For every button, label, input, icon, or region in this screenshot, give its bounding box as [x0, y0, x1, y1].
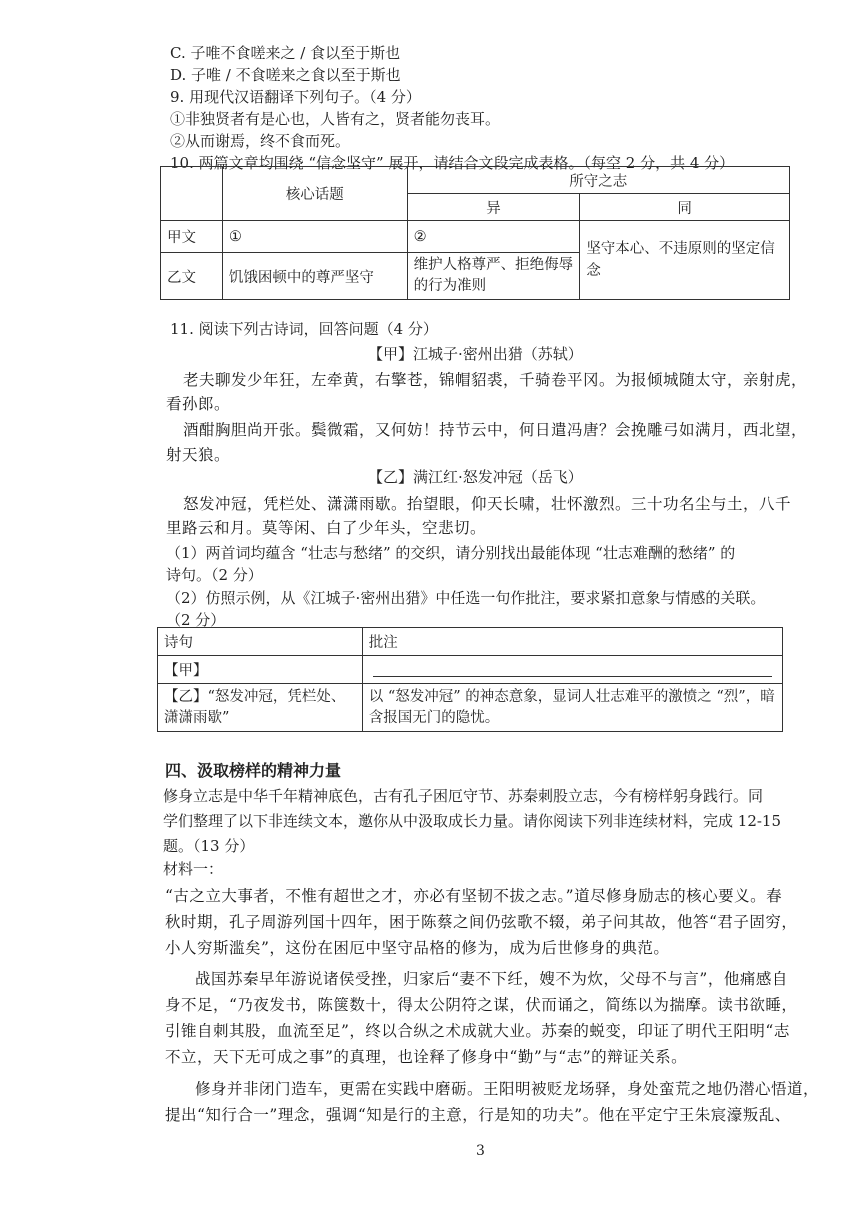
question-9: 9. 用现代汉语翻译下列句子。（4 分） — [170, 88, 421, 106]
poem-jia-line-1: 老夫聊发少年狂，左牵黄，右擎苍，锦帽貂裘，千骑卷平冈。为报倾城随太守，亲射虎， — [183, 371, 808, 389]
row-yi-annotation: 以 “怒发冲冠” 的神态意象，显词人壮志难平的激愤之 “烈”，暗含报国无门的隐忧。 — [362, 684, 782, 732]
intro-line-3: 题。（13 分） — [163, 837, 255, 855]
material-1-p2-line-3: 引锥自刺其股，血流至足”，终以合纵之术成就大业。苏秦的蜕变，印证了明代王阳明“志 — [165, 1022, 790, 1040]
material-1-p1-line-3: 小人穷斯滥矣”，这份在困厄中坚守品格的修为，成为后世修身的典范。 — [165, 939, 670, 957]
subquestion-1-line-1: （1）两首词均蕴含 “壮志与愁绪” 的交织，请分别找出最能体现 “壮志难酬的愁绪” 的 — [166, 544, 736, 562]
header-same: 同 — [580, 194, 790, 221]
belief-table — [160, 166, 790, 300]
table-corner — [161, 167, 223, 221]
option-c: C. 子唯不食嗟来之 / 食以至于斯也 — [170, 44, 401, 62]
material-1-p3-line-2: 提出“知行合一”理念，强调“知是行的主意，行是知的功夫”。他在平定宁王朱宸濠叛乱、 — [165, 1106, 791, 1124]
page-number: 3 — [476, 1143, 485, 1159]
option-d: D. 子唯 / 不食嗟来之食以至于斯也 — [170, 66, 401, 84]
row-jia-label: 甲文 — [161, 221, 223, 253]
header-different: 异 — [407, 194, 580, 221]
poem-yi-title: 【乙】满江红·怒发冲冠（岳飞） — [368, 468, 583, 486]
material-1-p3-line-1: 修身并非闭门造车，更需在实践中磨砺。王阳明被贬龙场驿，身处蛮荒之地仍潜心悟道， — [195, 1080, 820, 1098]
row-jia-topic: ① — [222, 221, 407, 253]
question-11: 11. 阅读下列古诗词，回答问题（4 分） — [170, 320, 438, 338]
poem-jia-title: 【甲】江城子·密州出猎（苏轼） — [368, 345, 583, 363]
subquestion-1-line-2: 诗句。（2 分） — [166, 566, 263, 584]
poem-jia-line-3: 酒酣胸胆尚开张。鬓微霜，又何妨！持节云中，何日遣冯唐？会挽雕弓如满月，西北望， — [183, 421, 808, 439]
material-1-p1-line-2: 秋时期，孔子周游列国十四年，困于陈蔡之间仍弦歌不辍，弟子问其故，他答“君子固穷， — [165, 913, 798, 931]
question-9-sentence-2: ②从而谢焉，终不食而死。 — [170, 132, 351, 150]
poem-yi-line-2: 里路云和月。莫等闲、白了少年头，空悲切。 — [166, 519, 487, 537]
poem-yi-line-1: 怒发冲冠，凭栏处、潇潇雨歇。抬望眼，仰天长啸，壮怀激烈。三十功名尘与土，八千 — [183, 495, 792, 513]
header-annotation: 批注 — [362, 628, 782, 656]
row-yi-diff: 维护人格尊严、拒绝侮辱的行为准则 — [407, 253, 580, 300]
material-1-p2-line-4: 不立，天下无可成之事”的真理，也诠释了修身中“勤”与“志”的辩证关系。 — [165, 1048, 688, 1066]
question-9-sentence-1: ①非独贤者有是心也，人皆有之，贤者能勿丧耳。 — [170, 110, 501, 128]
poem-jia-line-2: 看孙郎。 — [166, 395, 231, 413]
intro-line-2: 学们整理了以下非连续文本，邀你从中汲取成长力量。请你阅读下列非连续材料，完成 12-15 — [163, 812, 782, 830]
material-1-label: 材料一： — [163, 860, 224, 878]
header-topic: 核心话题 — [222, 167, 407, 221]
row-yi-poem-line: 【乙】“怒发冲冠，凭栏处、潇潇雨歇” — [158, 684, 363, 732]
question-10: 10. 两篇文章均围绕 “信念坚守” 展开，请结合文段完成表格。（每空 2 分，共 4 分） — [170, 154, 735, 172]
material-1-p1-line-1: “古之立大事者，不惟有超世之才，亦必有坚韧不拔之志。”道尽修身励志的核心要义。春 — [165, 887, 783, 905]
intro-line-1: 修身立志是中华千年精神底色，古有孔子困厄守节、苏秦刺股立志，今有榜样躬身践行。同 — [163, 787, 764, 805]
row-yi-label: 乙文 — [161, 253, 223, 300]
subquestion-2-line-2: （2 分） — [166, 611, 226, 629]
annotation-table — [157, 627, 783, 732]
row-yi-topic: 饥饿困顿中的尊严坚守 — [222, 253, 407, 300]
subquestion-2-line-1: （2）仿照示例，从《江城子·密州出猎》中任选一句作批注，要求紧扣意象与情感的关联。 — [166, 589, 766, 607]
row-jia-diff: ② — [407, 221, 580, 253]
material-1-p2-line-1: 战国苏秦早年游说诸侯受挫，归家后“妻不下纴，嫂不为炊，父母不与言”，他痛感自 — [195, 970, 788, 988]
header-will: 所守之志 — [407, 167, 789, 194]
answer-line — [373, 676, 772, 677]
poem-jia-line-4: 射天狼。 — [166, 446, 231, 464]
section-heading: 四、汲取榜样的精神力量 — [165, 761, 342, 780]
shared-same-cell: 坚守本心、不违原则的坚定信念 — [580, 221, 790, 300]
material-1-p2-line-2: 身不足，“乃夜发书，陈箧数十，得太公阴符之谋，伏而诵之，简练以为揣摩。读书欲睡， — [165, 996, 798, 1014]
row-jia-poem-label: 【甲】 — [158, 656, 363, 684]
header-poem-line: 诗句 — [158, 628, 363, 656]
row-jia-annotation-blank[interactable] — [362, 656, 782, 684]
